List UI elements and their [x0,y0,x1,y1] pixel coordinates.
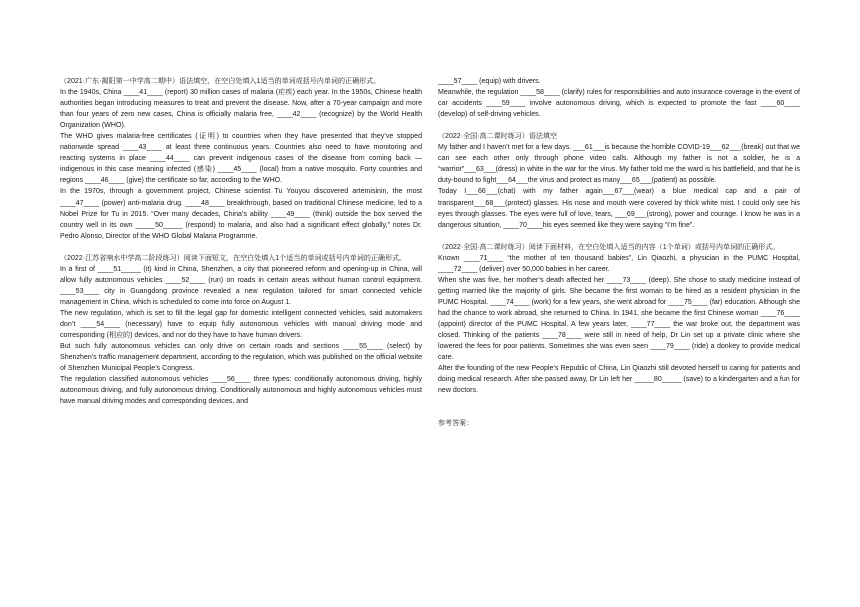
left-column [60,76,422,407]
section-header: （2022·江苏省响水中学高二阶段练习）阅读下面短文，在空白处填入1个适当的单词或括号内单词的正确形式。 [60,254,407,262]
answer-key-label: 参考答案： [438,420,474,428]
paragraph: After the founding of the new People’s Republic of China, Lin Qiaozhi still devoted herself to caring for patients and doing medical research. After she passed away, Dr Lin left her _____80_____ (save) to a kindergarten and a fun for new doctors. [438,365,800,395]
paragraph: But such fully autonomous vehicles can only drive on certain roads and sections ____55____ (select) by Shenzhen’s traffic management department, according to the regulation, which was published on the official website of Shenzhen Municipal People’s Congress. [60,343,422,373]
right-column [438,76,800,430]
paragraph: The WHO gives malaria-free certificates (证明) to countries when they have presented that they’ve stopped nationwide spread ____43____ at least three continuous years. Countries also need to have monitoring and reacting systems in place ____44____ can prevent indigenous cases of the disease from coming back — indigenous in this case meaning infected (感染) ____45____ (local) from a native mosquito. Forty countries and regions ____46____ (give) the certificate so far, according to the WHO. [60,133,422,185]
paragraph: In the 1940s, China ____41____ (report) 30 million cases of malaria (疟疾) each year. In the 1950s, Chinese health authorities began introducing measures to treat and prevent the disease. Now, after a 70-year campaign and more than four years of zero new cases, China is officially malaria free, ____42____ (recognize) by the World Health Organization (WHO). [60,89,422,130]
paragraph-spacer [438,231,800,242]
paragraph: In the 1970s, through a government project, Chinese scientist Tu Youyou discovered artemisinin, the most ____47____ (power) anti-malaria drug. ____48____ breakthrough, based on traditional Chinese medicine, led to a Nobel Prize for Tu in 2015. “Over many decades, China’s ability ____49____ (think) outside the box served the country well in its own _____50_____ (respond) to malaria, and also had a significant effect globally,” notes Dr. Pedro Alonso, Director of the WHO Global Malaria Programme. [60,188,422,240]
paragraph: The regulation classified autonomous vehicles ____56____ three types: conditionally autonomous driving, highly autonomous driving, and fully autonomous driving. Conditionally autonomous and highly autonomous vehicles must have manual driving modes and corresponding devices, and [60,376,422,406]
paragraph-spacer [438,396,800,407]
paragraph-spacer [438,120,800,131]
paragraph: When she was five, her mother’s death affected her ____73____ (deep). She chose to study medicine instead of getting married like the majority of girls. She became the first woman to be hired as a resident physician in the PUMC Hospital. ____74____ (work) for a few years, she went abroad for ____75____ (far) education. Although she had the chance to work abroad, she returned to China. In 1941, she became the first Chinese woman ____76____ (appoint) director of the PUMC Hospital. A few years later, ____77____ the war broke out, the department was closed. Thinking of the patients ____78____ were still in need of help, Dr Lin set up a private clinic where she lowered the fees for poor patients. Sometimes she was even seen ____79____ (ride) a donkey to provide medical care. [438,276,800,362]
section-header: （2022·全国·高二课时练习）阅读下面材料，在空白处填入适当的内容（1个单词）或括号内单词的正确形式。 [438,243,780,251]
paragraph: In a first of ____51_____ (it) kind in China, Shenzhen, a city that pioneered reform and opening-up in China, will allow fully autonomous vehicles ____52____ (run) on roads in certain areas without human control equipment. ____53____ city in Guangdong province revealed a new regulation tailored for smart connected vehicle management in China, which is scheduled to come into force on August 1. [60,265,422,306]
paragraph: My father and I haven’t met for a few days. ___61___is because the horrible COVID-19___62___(break) out that we can see each other only through phone video calls. Although my father is not a soldier, he is a “warrior”___63___(dress) in white in the war for the virus. My father told me the ward is his battlefield, and that he is duty-bound to fight___64___the virus and protect as many___65___(patient) as possible. [438,144,800,185]
paragraph: The new regulation, which is set to fill the legal gap for domestic intelligent connected vehicles, said automakers don’t ____54____ (necessary) have to equip fully autonomous vehicles with manual driving mode and corresponding (相应的) devices, and nor do they have to have human drivers. [60,309,422,340]
paragraph-spacer [438,407,800,418]
paragraph: Today I___66___(chat) with my father again___67___(wear) a blue medical cap and a pair of transparent___68___(protect) glasses. His nose and mouth were covered by thick white mist. I could only see his eyes through glasses. The eyes were full of love, tears, ___69___(strong), power and courage. I know he was in a dangerous situation, ____70____his eyes seemed like they were saying “I’m fine”. [438,188,800,229]
section-header: （2022·全国·高二课时练习）语法填空 [438,133,558,141]
paragraph: Meanwhile, the regulation ____58____ (clarify) rules for responsibilities and auto insurance coverage in the event of car accidents ____59____ involve autonomous driving, which is expected to promote the fast ____60____ (develop) of self-driving vehicles. [438,89,800,119]
paragraph: ____57____ (equip) with drivers. [438,78,541,85]
section-header: （2021·广东·揭阳第一中学高二期中）语法填空，在空白处填入1适当的单词或括号内单词的正确形式。 [60,78,381,85]
paragraph-spacer [60,242,422,253]
paragraph: Known ____71____ “the mother of ten thousand babies”, Lin Qiaozhi, a physician in the PUMC Hospital, ____72____ (deliver) over 50,000 babies in her career. [438,254,800,273]
